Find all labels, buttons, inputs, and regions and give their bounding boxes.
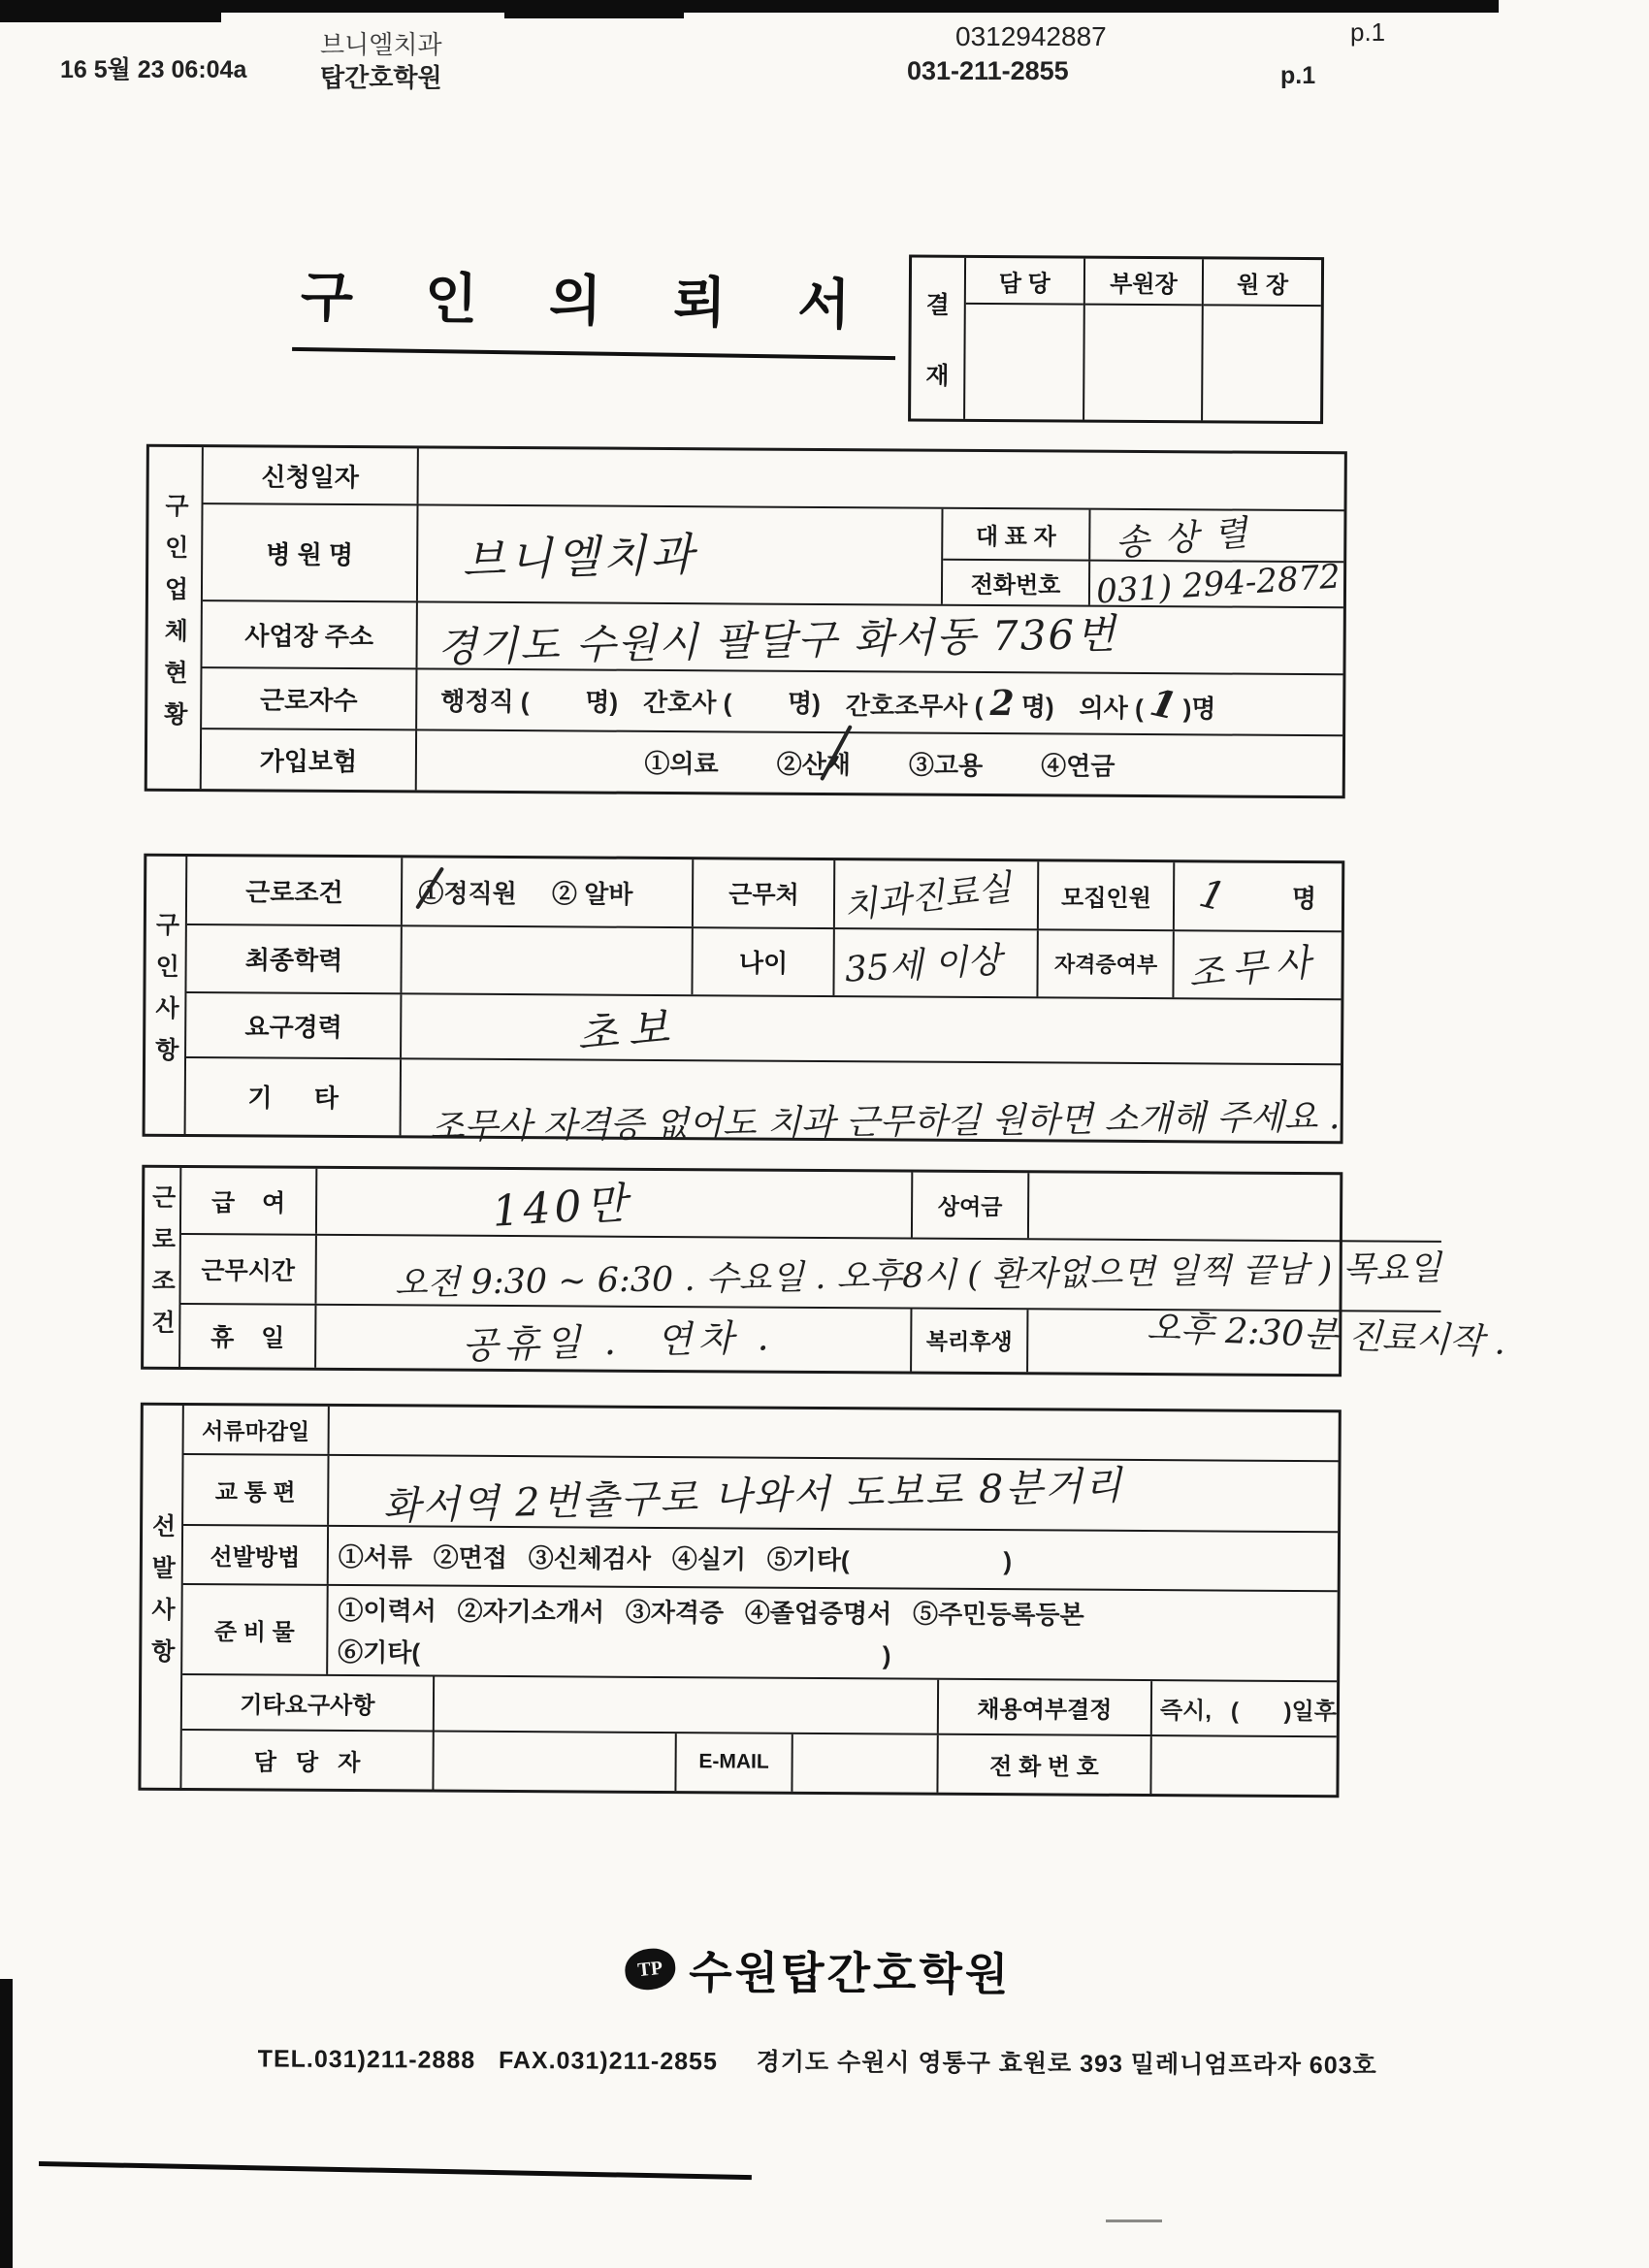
field-label-work-type: 근로조건 [187,857,403,924]
section-company-info [145,444,1347,799]
field-value-recruit-count: 1 명 [1195,871,1317,922]
field-label-email: E-MAIL [676,1733,792,1792]
fax-sender-name: 브니엘치과 [320,30,442,59]
field-label-hire-decision: 채용여부결정 [939,1680,1152,1734]
fax-sender-name2: 탑간호학원 [320,63,442,92]
handwriting-phone: 031) 294-2872 [1095,557,1342,612]
approval-stub-bottom: 재 [925,362,950,390]
insurance-item-employment: ③고용 [908,750,984,781]
field-value-contact-phone [1151,1736,1336,1795]
field-value-phone [1090,557,1343,612]
field-value-email [792,1734,938,1793]
approval-col-label: 담 당 [966,258,1083,306]
document-title: 구 인 의 뢰 서 [292,254,897,360]
field-label-apply-date: 신청일자 [204,447,419,503]
field-value-education [403,926,694,994]
fax-number-bottom: 031-211-2855 [907,56,1069,85]
academy-logo-text: 수원탑간호학원 [689,1947,1012,2000]
field-label-workplace: 근무처 [694,859,835,926]
field-value-ceo [1090,510,1343,565]
section-request-details [143,854,1345,1148]
field-value-doc-deadline [329,1407,1338,1461]
field-value-other-requirements [435,1676,939,1733]
section-company-vertical-label: 구인업체현황 [147,447,204,789]
field-value-work-hours [316,1236,1441,1310]
handwriting-hospital-name: 브니엘치과 [461,528,698,588]
academy-logo-row [0,1933,1642,2007]
handwriting-experience: 초보 [575,1002,681,1061]
field-label-experience: 요구경력 [186,993,402,1057]
insurance-item-pension: ④연금 [1041,751,1116,781]
handwriting-doctor-count: 1 [1146,679,1180,729]
required-docs-line2: ⑥기타( ) [338,1637,891,1670]
field-label-doc-deadline: 서류마감일 [183,1406,329,1454]
field-label-selection-method: 선발방법 [183,1526,329,1584]
handwriting-assistant-count: 2 [989,682,1015,724]
handwriting-thursday-note: 오후 2:30분 진료시작 . [1146,1308,1506,1363]
handwriting-transport: 화서역 2번출구로 나와서 도보로 8분거리 [381,1463,1124,1530]
field-value-contact-person [434,1732,676,1791]
field-label-recruit-count: 모집인원 [1039,861,1175,928]
handwriting-address: 경기도 수원시 팔달구 화서동 736번 [436,609,1118,671]
field-label-required-docs: 준 비 물 [182,1585,329,1673]
field-label-worker-count: 근로자수 [202,668,417,729]
field-value-apply-date [419,448,1344,509]
field-label-insurance: 가입보험 [202,729,417,790]
section-request-vertical-label: 구인사항 [146,857,188,1134]
approval-col-label: 원 장 [1204,259,1321,307]
handwriting-age: 35세 이상 [844,940,1003,991]
approval-signature-cell [1084,306,1202,421]
approval-col-wonjang [1201,259,1321,421]
approval-signature-cell [965,305,1083,420]
workers-nurse: 간호사 ( 명) [642,687,821,719]
fax-page-top: p.1 [1350,17,1386,47]
handwriting-ceo-name: 송상렬 [1114,512,1265,565]
field-value-address [417,603,1342,674]
field-value-holiday [316,1305,912,1371]
handwriting-license: 조무사 [1186,940,1321,996]
insurance-item-accident: ②산재 [776,749,851,780]
field-label-age: 나이 [694,928,835,995]
field-value-age [835,929,1039,997]
field-label-contact-phone: 전 화 번 호 [938,1735,1151,1794]
field-value-insurance [417,730,1342,795]
section-conditions-vertical-label: 근로조건 [144,1168,181,1367]
required-docs-line1: ①이력서 ②자기소개서 ③자격증 ④졸업증명서 ⑤주민등록등본 [338,1596,1084,1631]
field-value-salary [317,1169,913,1238]
field-value-bonus [1029,1173,1442,1241]
academy-contact-line: TEL.031)211-2888 FAX.031)211-2855 경기도 수원시 영통구 효원로 393 밀레니엄프라자 603호 [257,2045,1377,2080]
fax-number-top: 0312942887 [955,21,1107,51]
handwriting-salary: 140만 [490,1178,632,1237]
field-value-experience [402,994,1341,1063]
field-value-hire-decision: 즉시, ( )일후 [1159,1697,1338,1726]
field-value-required-docs [328,1586,1338,1680]
fax-page-bottom: p.1 [1280,62,1316,89]
field-label-etc: 기 타 [186,1058,402,1136]
field-label-contact-person: 담 당 자 [181,1731,434,1790]
approval-col-buwonjang [1083,259,1203,421]
field-value-workplace [835,860,1039,928]
field-label-bonus: 상여금 [913,1173,1029,1239]
section-selection-vertical-label: 선발사항 [141,1406,183,1788]
handwriting-work-hours: 오전 9:30 ~ 6:30 . 수요일 . 오후8시 ( 환자없으면 일찍 끝남 ) 목요일 [394,1248,1442,1304]
handwriting-etc-note: 조무사 자격증 없어도 치과 근무하길 원하면 소개해 주세요 . [430,1097,1341,1148]
field-label-ceo: 대 표 자 [943,509,1090,560]
field-label-education: 최종학력 [187,925,403,993]
field-value-work-type: ①정직원 ② 알바 [403,858,694,925]
handwriting-workplace: 치과진료실 [842,867,1015,927]
academy-logo-icon: TP [623,1946,677,1992]
field-label-phone: 전화번호 [943,561,1090,605]
field-label-license: 자격증여부 [1039,930,1175,997]
approval-stub [911,258,966,419]
field-label-work-hours: 근무시간 [180,1235,316,1303]
handwriting-recruit-count: 1 [1195,871,1231,922]
approval-box [908,255,1324,425]
field-label-salary: 급 여 [181,1168,317,1234]
workers-doctor: 의사 ( 1 )명 [1079,679,1216,729]
approval-col-damdang [965,258,1083,420]
approval-stub-top: 결 [925,291,950,319]
insurance-item-medical: ①의료 [644,748,719,779]
handwriting-holiday: 공휴일 . 연차 . [461,1315,775,1368]
field-label-transport: 교 통 편 [183,1455,329,1525]
field-label-hospital-name: 병 원 명 [203,504,419,601]
field-label-other-requirements: 기타요구사항 [182,1675,435,1731]
ceo-phone-block [943,509,1344,612]
field-label-welfare: 복리후생 [912,1309,1028,1372]
field-value-hospital-name [418,505,944,604]
workers-admin: 행정직 ( 명) [440,686,619,717]
field-value-worker-count [417,670,1342,735]
workers-assistant: 간호조무사 ( 2 명) [845,682,1054,724]
field-value-selection-method: ①서류 ②면접 ③신체검사 ④실기 ⑤기타( ) [338,1542,1013,1576]
field-value-etc [402,1059,1341,1148]
section-selection-details [138,1403,1341,1798]
approval-signature-cell [1203,306,1320,421]
approval-col-label: 부원장 [1084,259,1202,307]
field-label-address: 사업장 주소 [203,601,418,667]
fax-timestamp: 16 5월 23 06:04a [60,56,247,83]
field-value-transport [329,1456,1338,1531]
field-label-holiday: 휴 일 [180,1305,316,1368]
field-value-license [1175,931,1342,999]
